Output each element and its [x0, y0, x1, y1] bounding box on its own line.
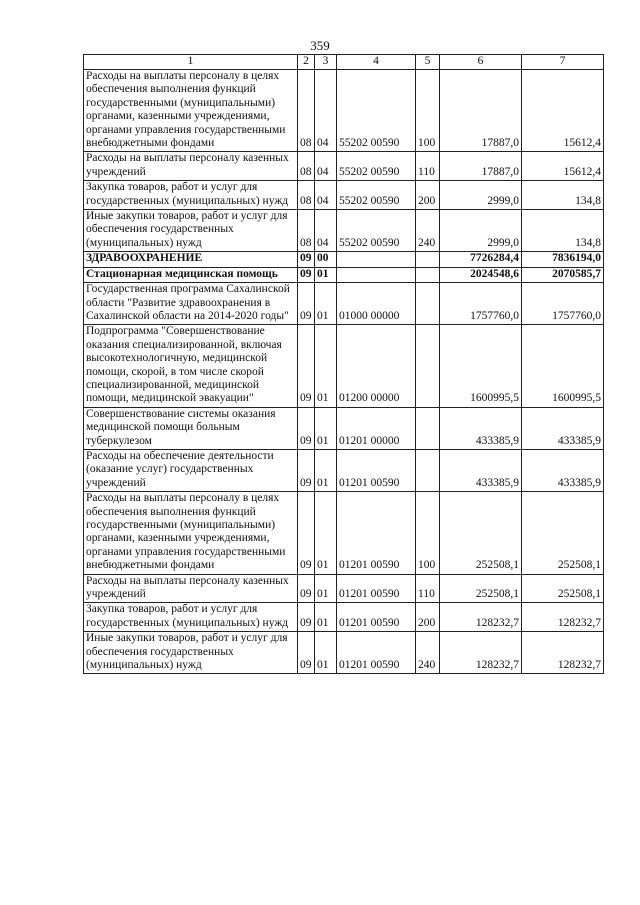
- table-row: [84, 70, 604, 152]
- section-code-cell: 09: [298, 252, 315, 267]
- table-header-row: [84, 55, 604, 70]
- target-article-cell: 01200 00000: [337, 325, 416, 407]
- expense-type-cell: 110: [416, 152, 440, 181]
- table-row: [84, 210, 604, 252]
- section-code-cell: 09: [298, 283, 315, 325]
- table-body: [84, 70, 604, 674]
- column-header: 7: [522, 55, 604, 70]
- subsection-code-cell: 04: [315, 181, 337, 210]
- subsection-code-cell: 01: [315, 449, 337, 491]
- section-code-cell: 09: [298, 325, 315, 407]
- target-article-cell: 01201 00590: [337, 492, 416, 574]
- subsection-code-cell: 01: [315, 325, 337, 407]
- subsection-code-cell: 01: [315, 283, 337, 325]
- column-header: 5: [416, 55, 440, 70]
- expense-type-cell: [416, 449, 440, 491]
- table-row: [84, 632, 604, 674]
- table-row: [84, 492, 604, 574]
- amount-year1-cell: 252508,1: [440, 574, 522, 603]
- row-name-cell: Расходы на обеспечение деятельности (оказание услуг) государственных учреждений: [84, 449, 298, 491]
- table-row: [84, 603, 604, 632]
- target-article-cell: 01000 00000: [337, 283, 416, 325]
- row-name-cell: Иные закупки товаров, работ и услуг для обеспечения государственных (муниципальных) нужд: [84, 632, 298, 674]
- section-code-cell: 09: [298, 574, 315, 603]
- amount-year1-cell: 433385,9: [440, 449, 522, 491]
- amount-year2-cell: 128232,7: [522, 632, 604, 674]
- table-row: [84, 574, 604, 603]
- section-code-cell: 09: [298, 492, 315, 574]
- target-article-cell: 55202 00590: [337, 70, 416, 152]
- target-article-cell: 55202 00590: [337, 181, 416, 210]
- row-name-cell: Подпрограмма "Совершенствование оказания специализированной, включая высокотехнологичную, медицинской помощи, скорой, в том числе скорой специализированной, медицинской помощи, медицинской эвакуации": [84, 325, 298, 407]
- column-header: 2: [298, 55, 315, 70]
- amount-year2-cell: 1600995,5: [522, 325, 604, 407]
- section-code-cell: 08: [298, 70, 315, 152]
- amount-year2-cell: 2070585,7: [522, 267, 604, 282]
- subsection-code-cell: 01: [315, 267, 337, 282]
- expense-type-cell: 110: [416, 574, 440, 603]
- amount-year2-cell: 433385,9: [522, 407, 604, 449]
- amount-year2-cell: 1757760,0: [522, 283, 604, 325]
- expense-type-cell: [416, 407, 440, 449]
- expense-type-cell: 100: [416, 492, 440, 574]
- amount-year1-cell: 433385,9: [440, 407, 522, 449]
- target-article-cell: [337, 252, 416, 267]
- table-row: [84, 283, 604, 325]
- amount-year1-cell: 17887,0: [440, 152, 522, 181]
- page-number: 359: [310, 38, 330, 53]
- budget-table: [83, 54, 604, 674]
- row-name-cell: Закупка товаров, работ и услуг для государственных (муниципальных) нужд: [84, 603, 298, 632]
- expense-type-cell: [416, 252, 440, 267]
- table-row: [84, 407, 604, 449]
- row-name-cell: ЗДРАВООХРАНЕНИЕ: [84, 252, 298, 267]
- target-article-cell: 01201 00590: [337, 632, 416, 674]
- table-row: [84, 449, 604, 491]
- amount-year1-cell: 7726284,4: [440, 252, 522, 267]
- target-article-cell: [337, 267, 416, 282]
- subsection-code-cell: 00: [315, 252, 337, 267]
- expense-type-cell: 240: [416, 210, 440, 252]
- table-row: [84, 252, 604, 267]
- subsection-code-cell: 04: [315, 70, 337, 152]
- row-name-cell: Стационарная медицинская помощь: [84, 267, 298, 282]
- section-code-cell: 08: [298, 210, 315, 252]
- section-code-cell: 09: [298, 449, 315, 491]
- table-row: [84, 152, 604, 181]
- column-header: 1: [84, 55, 298, 70]
- subsection-code-cell: 01: [315, 632, 337, 674]
- amount-year1-cell: 2999,0: [440, 210, 522, 252]
- expense-type-cell: [416, 283, 440, 325]
- row-name-cell: Расходы на выплаты персоналу казенных учреждений: [84, 152, 298, 181]
- amount-year1-cell: 128232,7: [440, 603, 522, 632]
- section-code-cell: 08: [298, 152, 315, 181]
- section-code-cell: 09: [298, 603, 315, 632]
- row-name-cell: Расходы на выплаты персоналу в целях обеспечения выполнения функций государственными (муниципальными) органами, казенными учреждениями, органами управления государственными внебюджетными фондами: [84, 70, 298, 152]
- target-article-cell: 01201 00590: [337, 603, 416, 632]
- expense-type-cell: [416, 267, 440, 282]
- amount-year2-cell: 252508,1: [522, 574, 604, 603]
- section-code-cell: 08: [298, 181, 315, 210]
- expense-type-cell: 200: [416, 181, 440, 210]
- amount-year1-cell: 2024548,6: [440, 267, 522, 282]
- amount-year2-cell: 7836194,0: [522, 252, 604, 267]
- expense-type-cell: 200: [416, 603, 440, 632]
- section-code-cell: 09: [298, 632, 315, 674]
- target-article-cell: 55202 00590: [337, 152, 416, 181]
- row-name-cell: Расходы на выплаты персоналу в целях обеспечения выполнения функций государственными (муниципальными) органами, казенными учреждениями, органами управления государственными внебюджетными фондами: [84, 492, 298, 574]
- amount-year2-cell: 128232,7: [522, 603, 604, 632]
- amount-year2-cell: 15612,4: [522, 70, 604, 152]
- subsection-code-cell: 01: [315, 574, 337, 603]
- column-header: 3: [315, 55, 337, 70]
- section-code-cell: 09: [298, 267, 315, 282]
- table-row: [84, 325, 604, 407]
- amount-year2-cell: 252508,1: [522, 492, 604, 574]
- expense-type-cell: 240: [416, 632, 440, 674]
- amount-year1-cell: 1757760,0: [440, 283, 522, 325]
- table-row: [84, 181, 604, 210]
- row-name-cell: Государственная программа Сахалинской области "Развитие здравоохранения в Сахалинской области на 2014-2020 годы": [84, 283, 298, 325]
- row-name-cell: Иные закупки товаров, работ и услуг для обеспечения государственных (муниципальных) нужд: [84, 210, 298, 252]
- row-name-cell: Расходы на выплаты персоналу казенных учреждений: [84, 574, 298, 603]
- target-article-cell: 01201 00590: [337, 574, 416, 603]
- amount-year2-cell: 134,8: [522, 181, 604, 210]
- target-article-cell: 01201 00000: [337, 407, 416, 449]
- amount-year1-cell: 128232,7: [440, 632, 522, 674]
- column-header: 4: [337, 55, 416, 70]
- section-code-cell: 09: [298, 407, 315, 449]
- row-name-cell: Закупка товаров, работ и услуг для государственных (муниципальных) нужд: [84, 181, 298, 210]
- target-article-cell: 01201 00590: [337, 449, 416, 491]
- amount-year1-cell: 1600995,5: [440, 325, 522, 407]
- expense-type-cell: 100: [416, 70, 440, 152]
- subsection-code-cell: 01: [315, 407, 337, 449]
- table-row: [84, 267, 604, 282]
- amount-year1-cell: 2999,0: [440, 181, 522, 210]
- subsection-code-cell: 01: [315, 492, 337, 574]
- subsection-code-cell: 04: [315, 210, 337, 252]
- amount-year2-cell: 134,8: [522, 210, 604, 252]
- column-header: 6: [440, 55, 522, 70]
- amount-year2-cell: 433385,9: [522, 449, 604, 491]
- amount-year1-cell: 17887,0: [440, 70, 522, 152]
- subsection-code-cell: 01: [315, 603, 337, 632]
- expense-type-cell: [416, 325, 440, 407]
- amount-year2-cell: 15612,4: [522, 152, 604, 181]
- amount-year1-cell: 252508,1: [440, 492, 522, 574]
- target-article-cell: 55202 00590: [337, 210, 416, 252]
- row-name-cell: Совершенствование системы оказания медицинской помощи больным туберкулезом: [84, 407, 298, 449]
- subsection-code-cell: 04: [315, 152, 337, 181]
